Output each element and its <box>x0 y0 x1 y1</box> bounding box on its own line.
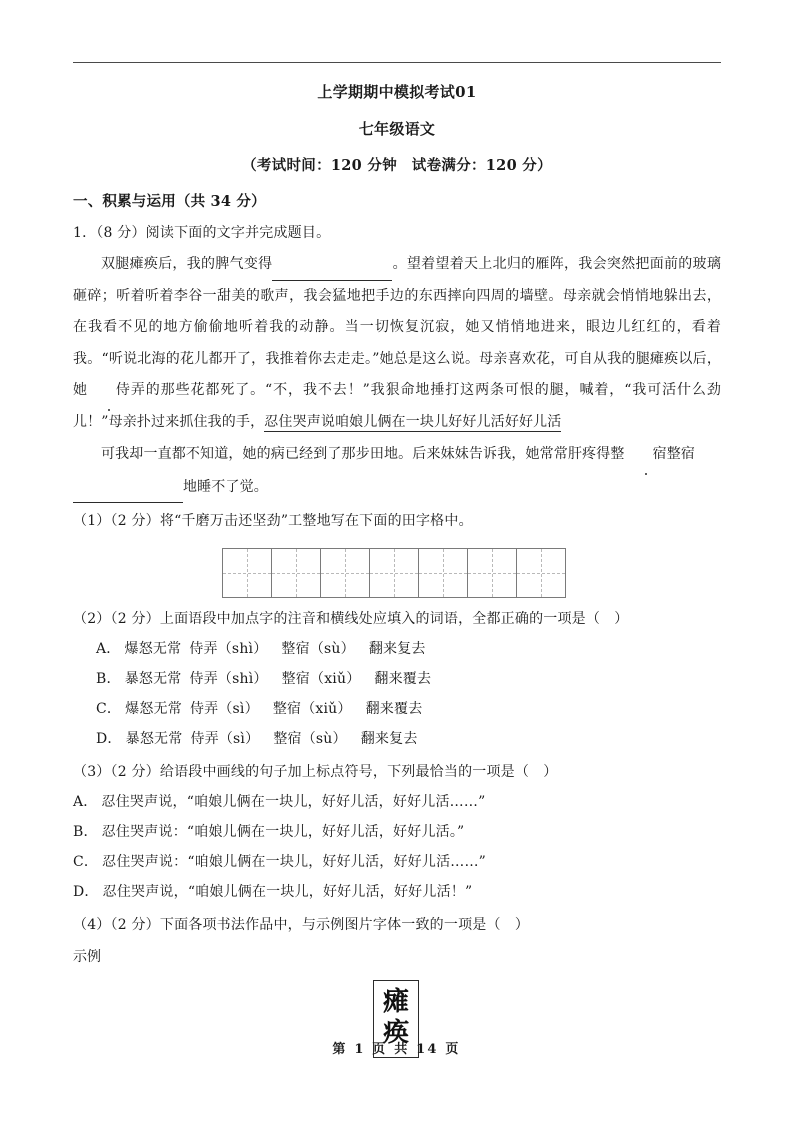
option-3-B[interactable] <box>73 817 721 847</box>
tianzige-grid-wrapper <box>73 548 721 598</box>
page-title: 上学期期中模拟考试01 <box>317 83 477 101</box>
option-word-3: 整宿（xiǔ） <box>281 671 361 687</box>
subject-title: 七年级语文 <box>358 120 436 138</box>
option-word-3: 整宿（sù） <box>281 641 355 657</box>
passage-paragraph-2-cont <box>73 472 721 504</box>
underlined-sentence: 忍住哭声说咱娘儿俩在一块儿好好儿活好好儿活 <box>264 413 562 430</box>
option-text: 忍住哭声说：“咱娘儿俩在一块儿，好好儿活，好好儿活……” <box>102 854 487 870</box>
option-word-1: 暴怒无常 <box>125 731 183 747</box>
option-word-4: 翻来覆去 <box>365 701 423 717</box>
option-letter: A． <box>96 641 121 657</box>
option-word-1: 爆怒无常 <box>124 641 182 657</box>
option-letter: D． <box>96 731 122 747</box>
option-word-4: 翻来复去 <box>368 641 426 657</box>
option-3-D[interactable] <box>73 877 721 907</box>
passage-paragraph-1 <box>73 249 721 438</box>
passage-text-f: 地睡不了觉。 <box>183 478 268 495</box>
option-word-2: 侍弄（shì） <box>189 671 268 687</box>
sample-label: 示例 <box>73 949 101 965</box>
passage-paragraph-2 <box>73 439 721 471</box>
option-word-4: 翻来复去 <box>360 731 418 747</box>
option-word-1: 爆怒无常 <box>125 701 182 717</box>
calligraphy-char-2: 痪 <box>382 1018 409 1048</box>
option-text: 忍住哭声说，“咱娘儿俩在一块儿，好好儿活，好好儿活！” <box>102 884 473 900</box>
header-divider <box>73 62 721 63</box>
option-word-3: 整宿（sù） <box>273 731 347 747</box>
passage-text-c: 弄的那些花都死了。“不，我不去！”我狠命地捶打这两条可恨的腿，喊着，“我可活什么劲儿！”母亲扑过来抓住我的手， <box>73 382 721 430</box>
tianzige-cell[interactable] <box>468 549 517 597</box>
option-2-D[interactable] <box>73 724 721 754</box>
sub-question-3-stem: （3）（2 分）给语段中画线的句子加上标点符号，下列最恰当的一项是（ ） <box>73 764 558 780</box>
tianzige-cell[interactable] <box>517 549 565 597</box>
option-word-2: 侍弄（sì） <box>190 731 260 747</box>
option-letter: C． <box>73 854 99 870</box>
option-letter: A． <box>73 794 98 810</box>
page-content <box>73 62 721 1058</box>
sub-question-1-stem: （1）（2 分）将“千磨万击还坚劲”工整地写在下面的田字格中。 <box>73 513 473 529</box>
passage-text-d: 可我却一直都不知道，她的病已经到了那步田地。后来妹妹告诉我，她常常肝疼得整 <box>101 446 625 462</box>
passage-text-e: 整宿 <box>666 446 696 462</box>
option-2-C[interactable] <box>73 694 721 724</box>
section-heading: 一、积累与运用（共 34 分） <box>73 193 266 210</box>
emphasis-char-su: 宿 <box>625 439 667 471</box>
tianzige-grid[interactable] <box>222 548 566 598</box>
sub-question-2-stem: （2）（2 分）上面语段中加点字的注音和横线处应填入的词语，全都正确的一项是（ ） <box>73 611 629 627</box>
exam-info-line: （考试时间：120 分钟 试卷满分：120 分） <box>242 157 552 174</box>
option-letter: B． <box>73 824 98 840</box>
option-word-4: 翻来覆去 <box>374 671 432 687</box>
fill-blank-1[interactable] <box>272 263 392 281</box>
option-letter: C． <box>96 701 122 717</box>
passage-text-b: 。望着望着天上北归的雁阵，我会突然把面前的玻璃砸碎；听着听着李谷一甜美的歌声，我会猛地把手边的东西摔向四周的墙壁。母亲就会悄悄地躲出去，在我看不见的地方偷偷地听着我的动静。当一切恢复沉寂，她又悄悄地进来，眼边儿红红的，看着我。“听说北海的花儿都开了，我推着你去走走。”她总是这么说。母亲喜欢花，可自从我的腿瘫痪以后，她 <box>73 256 721 398</box>
page-footer: 第 1 页 共 14 页 <box>332 1042 461 1057</box>
option-2-A[interactable] <box>73 634 721 664</box>
option-3-C[interactable] <box>73 847 721 877</box>
sub-question-4-stem: （4）（2 分）下面各项书法作品中，与示例图片字体一致的一项是（ ） <box>73 917 530 933</box>
option-word-2: 侍弄（sì） <box>189 701 259 717</box>
option-text: 忍住哭声说，“咱娘儿俩在一块儿，好好儿活，好好儿活……” <box>101 794 486 810</box>
tianzige-cell[interactable] <box>272 549 321 597</box>
fill-blank-2[interactable] <box>73 485 183 503</box>
option-2-B[interactable] <box>73 664 721 694</box>
option-word-2: 侍弄（shì） <box>189 641 268 657</box>
tianzige-cell[interactable] <box>370 549 419 597</box>
option-letter: D． <box>73 884 99 900</box>
tianzige-cell[interactable] <box>321 549 370 597</box>
passage-text-a: 双腿瘫痪后，我的脾气变得 <box>101 256 273 272</box>
question-1-stem: 1．（8 分）阅读下面的文字并完成题目。 <box>73 225 331 241</box>
tianzige-cell[interactable] <box>223 549 272 597</box>
tianzige-cell[interactable] <box>419 549 468 597</box>
option-text: 忍住哭声说：“咱娘儿俩在一块儿，好好儿活，好好儿活。” <box>101 824 465 840</box>
option-3-A[interactable] <box>73 787 721 817</box>
option-word-3: 整宿（xiǔ） <box>272 701 352 717</box>
emphasis-char-shi: 侍 <box>88 375 130 407</box>
option-word-1: 暴怒无常 <box>124 671 182 687</box>
calligraphy-char-1: 瘫 <box>382 987 409 1017</box>
option-letter: B． <box>96 671 121 687</box>
